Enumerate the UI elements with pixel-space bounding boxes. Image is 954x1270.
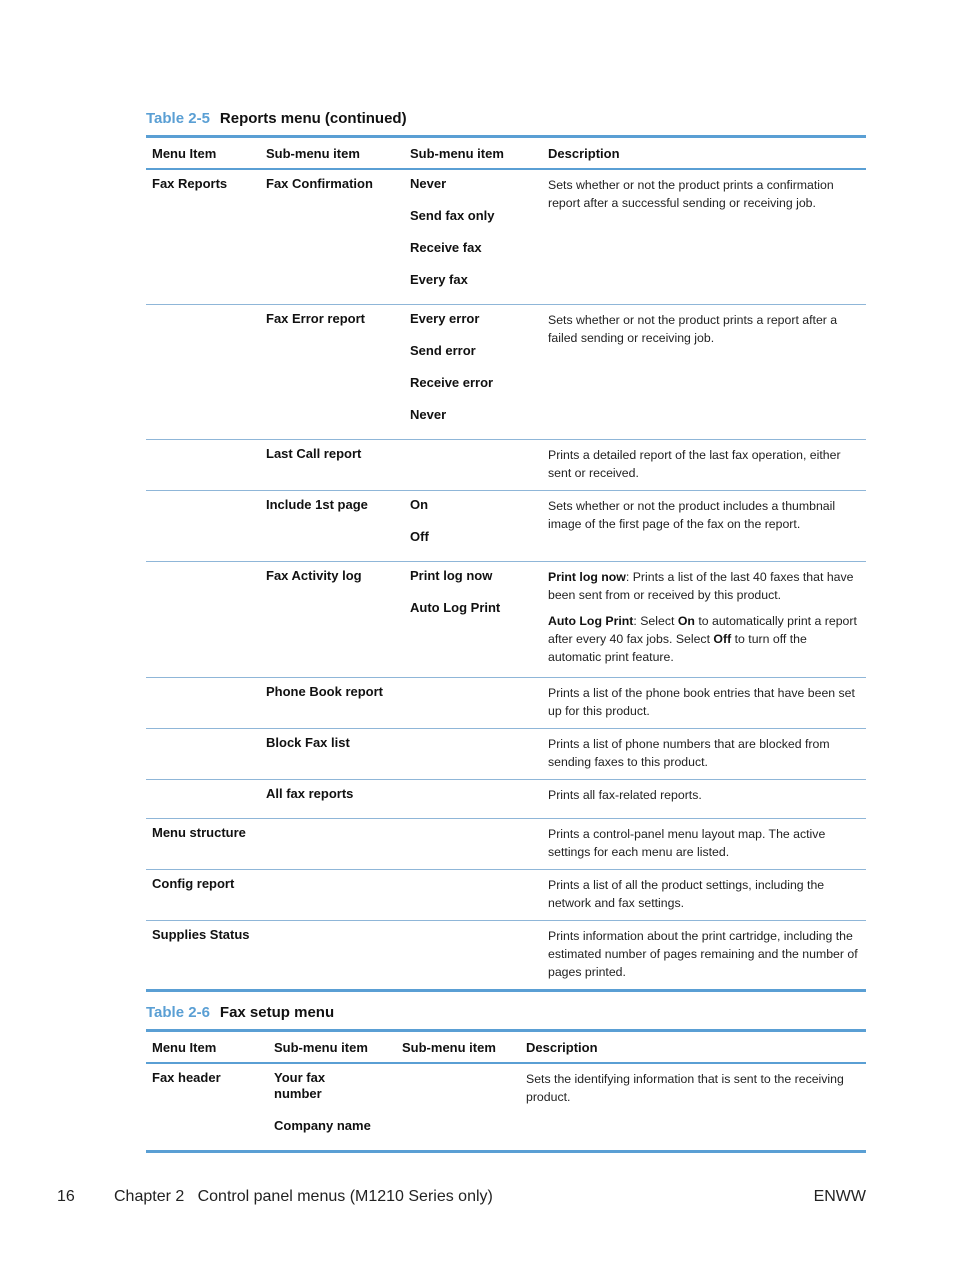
menu-item: Off: [410, 529, 429, 544]
description-paragraph: [526, 1070, 860, 1106]
table-caption: Table 2-6 Fax setup menu: [146, 1004, 335, 1021]
description-cell: [542, 678, 866, 729]
table-cell: [260, 780, 404, 819]
menu-item: Last Call report: [266, 446, 362, 461]
column-header: Sub-menu item: [402, 1039, 496, 1055]
menu-item: Send error: [410, 343, 476, 358]
column-header: Sub-menu item: [274, 1039, 368, 1055]
menu-item: Config report: [152, 876, 235, 891]
table-row: [146, 678, 866, 729]
menu-item: Phone Book report: [266, 684, 384, 699]
description-cell: [542, 562, 866, 678]
table-cell: [404, 819, 542, 870]
bold-term: On: [677, 614, 695, 628]
description-paragraph: [548, 927, 860, 981]
menu-item: Print log now: [410, 568, 493, 583]
table-cell: [404, 562, 542, 678]
menu-item: Fax Confirmation: [266, 176, 373, 191]
footer-code: ENWW: [813, 1188, 866, 1205]
description-text: Sets the identifying information that is sent to the receiving product.: [526, 1072, 844, 1104]
menu-item: All fax reports: [266, 786, 354, 801]
menu-item: Company name: [274, 1118, 371, 1133]
description-text: Prints a list of the phone book entries that have been set up for this product.: [548, 686, 855, 718]
menu-item: Receive error: [410, 375, 494, 390]
description-paragraph: [548, 735, 860, 771]
table-row: [146, 440, 866, 491]
menu-item: Include 1st page: [266, 497, 368, 512]
description-cell: [542, 440, 866, 491]
table-cell: [146, 169, 260, 305]
description-text: Prints a list of all the product settings, including the network and fax settings.: [548, 878, 825, 910]
bold-term: Print log now: [548, 570, 626, 584]
table-cell: [404, 169, 542, 305]
table-cell: [260, 169, 404, 305]
menu-item: Send fax only: [410, 208, 495, 223]
description-paragraph: [548, 311, 860, 347]
description-paragraph: [548, 446, 860, 482]
table-cell: [268, 1063, 396, 1152]
table-cell: [260, 305, 404, 440]
table-row: [146, 729, 866, 780]
table-row: [146, 780, 866, 819]
description-paragraph: [548, 825, 860, 861]
table-cell: [404, 780, 542, 819]
menu-item: Never: [410, 407, 447, 422]
menu-item: Block Fax list: [266, 735, 350, 750]
table-cell: [404, 305, 542, 440]
description-cell: [542, 169, 866, 305]
table-cell: [260, 819, 404, 870]
description-text: Prints a detailed report of the last fax operation, either sent or received.: [548, 448, 841, 480]
table-cell: [404, 729, 542, 780]
menu-item: Menu structure: [152, 825, 246, 840]
description-text: to automatically print a report after every 40 fax jobs. Select: [548, 614, 857, 646]
menu-item: Every fax: [410, 272, 468, 287]
table-cell: [146, 491, 260, 562]
table-cell: [146, 819, 260, 870]
table-cell: [146, 780, 260, 819]
table-cell: [260, 921, 404, 991]
menu-item: Your fax number: [274, 1070, 326, 1101]
table-cell: [404, 491, 542, 562]
description-cell: [542, 491, 866, 562]
table-cell: [260, 440, 404, 491]
menu-item: Supplies Status: [152, 927, 250, 942]
menu-item: Never: [410, 176, 447, 191]
table-cell: [146, 1063, 268, 1152]
description-text: : Prints a list of the last 40 faxes that have been sent from or received by this product.: [548, 570, 854, 602]
description-text: : Select: [633, 614, 678, 628]
description-paragraph: [548, 497, 860, 533]
table-row: [146, 305, 866, 440]
description-paragraph: [548, 612, 860, 666]
column-header: Description: [526, 1039, 598, 1055]
description-cell: [542, 870, 866, 921]
table-cell: [260, 870, 404, 921]
description-cell: [542, 305, 866, 440]
description-text: to turn off the automatic print feature.: [548, 632, 807, 664]
table-row: [146, 169, 866, 305]
table-cell: [404, 440, 542, 491]
bold-term: Off: [713, 632, 732, 646]
description-cell: [542, 780, 866, 819]
table-cell: [260, 729, 404, 780]
menu-item: Auto Log Print: [410, 600, 501, 615]
description-text: Sets whether or not the product prints a report after a failed sending or receiving job.: [548, 313, 838, 345]
bold-term: Auto Log Print: [548, 614, 634, 628]
description-cell: [520, 1063, 866, 1152]
table-row: [146, 1063, 866, 1152]
menu-item: Every error: [410, 311, 480, 326]
description-paragraph: [548, 568, 860, 604]
description-cell: [542, 819, 866, 870]
column-header: Menu Item: [152, 145, 217, 161]
menu-item: On: [410, 497, 429, 512]
table-row: [146, 491, 866, 562]
table-cell: [260, 678, 404, 729]
page-number: 16: [57, 1188, 75, 1205]
description-text: Prints a list of phone numbers that are blocked from sending faxes to this product.: [548, 737, 830, 769]
description-text: Sets whether or not the product prints a confirmation report after a successful sending or receiving job.: [548, 178, 834, 210]
table-cell: [146, 440, 260, 491]
description-paragraph: [548, 176, 860, 212]
table-cell: [146, 921, 260, 991]
table-cell: [404, 870, 542, 921]
table-cell: [146, 562, 260, 678]
menu-item: Fax Activity log: [266, 568, 362, 583]
table-row: [146, 562, 866, 678]
description-text: Prints information about the print cartridge, including the estimated number of pages remaining and the number of pages printed.: [548, 929, 858, 979]
description-cell: [542, 729, 866, 780]
description-text: Sets whether or not the product includes a thumbnail image of the first page of the fax on the report.: [548, 499, 836, 531]
description-text: Prints all fax-related reports.: [548, 788, 702, 802]
table-cell: [260, 491, 404, 562]
menu-item: Fax Error report: [266, 311, 365, 326]
menu-item: Fax header: [152, 1070, 221, 1085]
column-header: Sub-menu item: [410, 145, 504, 161]
chapter-title: Chapter 2 Control panel menus (M1210 Series only): [114, 1188, 493, 1205]
table-row: [146, 870, 866, 921]
fax-setup-menu-table: [146, 1029, 866, 1153]
menu-item: Receive fax: [410, 240, 482, 255]
table-cell: [146, 729, 260, 780]
description-paragraph: [548, 876, 860, 912]
table-cell: [260, 562, 404, 678]
table-cell: [404, 921, 542, 991]
description-paragraph: [548, 684, 860, 720]
table-cell: [404, 678, 542, 729]
description-cell: [542, 921, 866, 991]
reports-menu-table: [146, 135, 866, 992]
table-caption: Table 2-5 Reports menu (continued): [146, 110, 407, 127]
table-cell: [146, 870, 260, 921]
column-header: Menu Item: [152, 1039, 217, 1055]
table-row: [146, 819, 866, 870]
description-text: Prints a control-panel menu layout map. The active settings for each menu are listed.: [548, 827, 826, 859]
column-header: Sub-menu item: [266, 145, 360, 161]
table-cell: [396, 1063, 520, 1152]
menu-item: Fax Reports: [152, 176, 228, 191]
description-paragraph: [548, 786, 860, 804]
column-header: Description: [548, 145, 620, 161]
table-cell: [146, 678, 260, 729]
table-row: [146, 921, 866, 991]
table-cell: [146, 305, 260, 440]
